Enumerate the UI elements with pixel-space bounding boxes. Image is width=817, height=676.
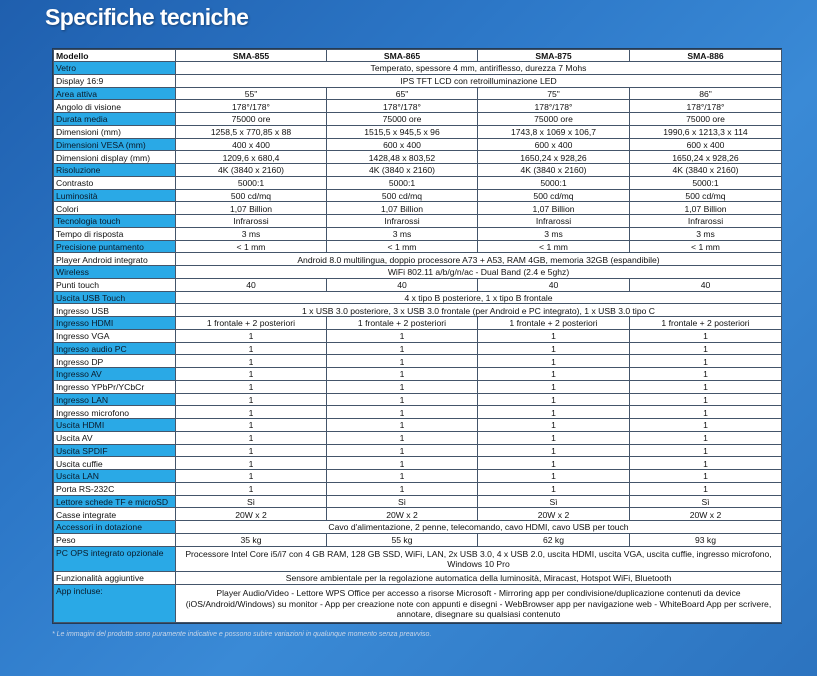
row-label: Ingresso YPbPr/YCbCr (54, 380, 176, 393)
table-row (54, 572, 782, 585)
row-value: 500 cd/mq (176, 189, 327, 202)
table-row (54, 342, 782, 355)
row-value: 1 (327, 482, 478, 495)
row-value: 4K (3840 x 2160) (327, 164, 478, 177)
table-row (54, 164, 782, 177)
row-label: Precisione puntamento (54, 240, 176, 253)
row-value: < 1 mm (630, 240, 782, 253)
row-value: 1 x USB 3.0 posteriore, 3 x USB 3.0 frontale (per Android e PC integrato), 1 x USB 3.0 tipo C (176, 304, 782, 317)
row-value: 1 (630, 368, 782, 381)
row-label: Luminosità (54, 189, 176, 202)
row-value: < 1 mm (327, 240, 478, 253)
row-value: 86" (630, 87, 782, 100)
row-value: 1209,6 x 680,4 (176, 151, 327, 164)
row-label: Dimensioni (mm) (54, 125, 176, 138)
row-value: 1 (176, 393, 327, 406)
row-label: Uscita cuffie (54, 457, 176, 470)
row-value: 1 (478, 355, 630, 368)
row-value: 1 (478, 419, 630, 432)
row-value: 1 (176, 380, 327, 393)
table-row (54, 431, 782, 444)
row-value: 400 x 400 (176, 138, 327, 151)
row-label: Risoluzione (54, 164, 176, 177)
row-value: 93 kg (630, 533, 782, 546)
row-label: Contrasto (54, 176, 176, 189)
row-label: Uscita HDMI (54, 419, 176, 432)
row-value: 4K (3840 x 2160) (176, 164, 327, 177)
row-label: Punti touch (54, 278, 176, 291)
row-value: 1 (327, 419, 478, 432)
row-value: 1,07 Billion (176, 202, 327, 215)
row-value: 1 (327, 342, 478, 355)
header-sma-855: SMA-855 (176, 50, 327, 62)
row-label: Colori (54, 202, 176, 215)
row-label: Peso (54, 533, 176, 546)
table-row (54, 240, 782, 253)
row-value: 55 kg (327, 533, 478, 546)
table-row (54, 74, 782, 87)
table-row (54, 125, 782, 138)
row-label: Uscita LAN (54, 470, 176, 483)
row-value: 1 (176, 419, 327, 432)
row-value: 4 x tipo B posteriore, 1 x tipo B frontale (176, 291, 782, 304)
row-label: App incluse: (54, 584, 176, 622)
row-value: 75000 ore (478, 113, 630, 126)
row-value: WiFi 802.11 a/b/g/n/ac - Dual Band (2.4 e 5ghz) (176, 266, 782, 279)
table-row (54, 444, 782, 457)
row-value: 178°/178° (630, 100, 782, 113)
row-value: 75000 ore (176, 113, 327, 126)
row-value: Sì (630, 495, 782, 508)
row-value: 1515,5 x 945,5 x 96 (327, 125, 478, 138)
row-value: 1 (478, 470, 630, 483)
row-label: Ingresso HDMI (54, 317, 176, 330)
row-value: 3 ms (327, 227, 478, 240)
row-value: 1 (176, 482, 327, 495)
row-value: 4K (3840 x 2160) (630, 164, 782, 177)
row-value: 178°/178° (327, 100, 478, 113)
row-value: 1 (630, 393, 782, 406)
row-value: 1990,6 x 1213,3 x 114 (630, 125, 782, 138)
row-value: 1 (176, 431, 327, 444)
row-value: 1 (176, 444, 327, 457)
table-row (54, 100, 782, 113)
row-value: 600 x 400 (478, 138, 630, 151)
table-row (54, 138, 782, 151)
row-value: 5000:1 (327, 176, 478, 189)
row-label: Ingresso microfono (54, 406, 176, 419)
table-row (54, 189, 782, 202)
row-value: 178°/178° (176, 100, 327, 113)
row-value: 1650,24 x 928,26 (478, 151, 630, 164)
row-value: 600 x 400 (327, 138, 478, 151)
table-row (54, 87, 782, 100)
footnote: * Le immagini del prodotto sono puramente indicative e possono subire variazioni in qualunque momento senza preavviso. (52, 631, 432, 638)
row-label: Ingresso AV (54, 368, 176, 381)
row-label: Player Android integrato (54, 253, 176, 266)
table-row (54, 380, 782, 393)
row-value: 500 cd/mq (327, 189, 478, 202)
row-label: Dimensioni VESA (mm) (54, 138, 176, 151)
table-row (54, 253, 782, 266)
row-label: Angolo di visione (54, 100, 176, 113)
row-value: 1 (478, 444, 630, 457)
row-label: Ingresso VGA (54, 329, 176, 342)
table-row (54, 317, 782, 330)
row-label: Tempo di risposta (54, 227, 176, 240)
table-row (54, 113, 782, 126)
row-value: 1 (176, 457, 327, 470)
row-value: 5000:1 (176, 176, 327, 189)
table-row (54, 393, 782, 406)
table-row (54, 533, 782, 546)
row-value: 1 (327, 470, 478, 483)
row-value: < 1 mm (478, 240, 630, 253)
table-row (54, 176, 782, 189)
row-value: 55" (176, 87, 327, 100)
row-value: 1,07 Billion (327, 202, 478, 215)
row-value: 1,07 Billion (630, 202, 782, 215)
row-value: 178°/178° (478, 100, 630, 113)
row-label: Durata media (54, 113, 176, 126)
row-value: Sì (176, 495, 327, 508)
row-value: Temperato, spessore 4 mm, antiriflesso, durezza 7 Mohs (176, 62, 782, 75)
row-value: 1 (630, 329, 782, 342)
row-value: 20W x 2 (630, 508, 782, 521)
row-value: 500 cd/mq (630, 189, 782, 202)
header-row (54, 50, 782, 62)
row-label: Uscita USB Touch (54, 291, 176, 304)
row-value: Sì (327, 495, 478, 508)
row-value: 1 (327, 431, 478, 444)
table-row (54, 278, 782, 291)
row-value: 1,07 Billion (478, 202, 630, 215)
table-row (54, 227, 782, 240)
row-value: 1 frontale + 2 posteriori (478, 317, 630, 330)
row-value: 1 (478, 457, 630, 470)
row-label: Accessori in dotazione (54, 521, 176, 534)
row-value: 40 (327, 278, 478, 291)
row-label: Uscita SPDIF (54, 444, 176, 457)
row-value: IPS TFT LCD con retroilluminazione LED (176, 74, 782, 87)
row-value: 65" (327, 87, 478, 100)
spec-table-panel (52, 48, 782, 624)
row-value: 40 (176, 278, 327, 291)
row-value: 1 (327, 355, 478, 368)
row-value: 1 (478, 431, 630, 444)
row-label: Ingresso LAN (54, 393, 176, 406)
row-label: Vetro (54, 62, 176, 75)
row-value: Infrarossi (630, 215, 782, 228)
row-value: 1 (478, 342, 630, 355)
row-value: 1 (327, 393, 478, 406)
row-value: 600 x 400 (630, 138, 782, 151)
row-label: Ingresso USB (54, 304, 176, 317)
row-label: Tecnologia touch (54, 215, 176, 228)
row-value: 1 (327, 406, 478, 419)
row-value: 1 (327, 368, 478, 381)
row-value: 1 (176, 470, 327, 483)
row-label: Porta RS-232C (54, 482, 176, 495)
row-value: 1 (478, 329, 630, 342)
spec-table (53, 49, 782, 623)
row-value: 1258,5 x 770,85 x 88 (176, 125, 327, 138)
row-value: 1 (478, 380, 630, 393)
table-row (54, 406, 782, 419)
row-value: 1650,24 x 928,26 (630, 151, 782, 164)
row-value: 1 (327, 457, 478, 470)
table-row (54, 202, 782, 215)
row-value: 75" (478, 87, 630, 100)
row-value: 1 (630, 457, 782, 470)
page-title: Specifiche tecniche (45, 4, 249, 30)
row-value: 1 (630, 419, 782, 432)
table-row (54, 521, 782, 534)
row-value: 1 (176, 355, 327, 368)
table-row (54, 62, 782, 75)
row-value: 35 kg (176, 533, 327, 546)
row-label: Dimensioni display (mm) (54, 151, 176, 164)
row-value: 500 cd/mq (478, 189, 630, 202)
row-label: Lettore schede TF e microSD (54, 495, 176, 508)
table-row (54, 457, 782, 470)
row-value: Processore Intel Core i5/i7 con 4 GB RAM, 128 GB SSD, WiFi, LAN, 2x USB 3.0, 4 x USB 2.0, uscita HDMI, uscita VGA, uscita cuffie, ingresso microfono, Windows 10 Pro (176, 546, 782, 572)
row-value: 1743,8 x 1069 x 106,7 (478, 125, 630, 138)
spec-table-body (54, 62, 782, 623)
row-value: 20W x 2 (327, 508, 478, 521)
row-value: 1 (630, 380, 782, 393)
row-value: 1 (630, 470, 782, 483)
table-row (54, 368, 782, 381)
table-row (54, 304, 782, 317)
table-row (54, 584, 782, 622)
row-label: Area attiva (54, 87, 176, 100)
row-value: Sensore ambientale per la regolazione automatica della luminosità, Miracast, Hotspot WiFi, Bluetooth (176, 572, 782, 585)
row-value: 40 (478, 278, 630, 291)
row-value: 1 (478, 406, 630, 419)
row-value: 1 (478, 393, 630, 406)
row-value: 1 (327, 329, 478, 342)
row-value: Player Audio/Video - Lettore WPS Office per accesso a risorse Microsoft - Mirroring app per condivisione/duplicazione contenuti da device (iOS/Android/Windows) su monitor - App per creazione note con appunti e disegni - WebBrowser app per navigazione web - WhiteBoard App per scrivere, annotare, disegnare su qualsiasi contenuto (176, 584, 782, 622)
table-row (54, 546, 782, 572)
row-label: PC OPS integrato opzionale (54, 546, 176, 572)
row-value: 1428,48 x 803,52 (327, 151, 478, 164)
row-value: 1 (630, 342, 782, 355)
row-value: 5000:1 (478, 176, 630, 189)
row-value: Infrarossi (478, 215, 630, 228)
table-row (54, 151, 782, 164)
row-value: 1 (176, 406, 327, 419)
row-value: 1 (327, 380, 478, 393)
row-value: Sì (478, 495, 630, 508)
row-value: Android 8.0 multilingua, doppio processore A73 + A53, RAM 4GB, memoria 32GB (espandibile) (176, 253, 782, 266)
row-value: 5000:1 (630, 176, 782, 189)
row-value: 1 frontale + 2 posteriori (327, 317, 478, 330)
header-sma-865: SMA-865 (327, 50, 478, 62)
row-value: 3 ms (630, 227, 782, 240)
table-row (54, 355, 782, 368)
row-label: Casse integrate (54, 508, 176, 521)
row-value: 1 (478, 482, 630, 495)
table-row (54, 419, 782, 432)
table-row (54, 215, 782, 228)
row-value: 1 (630, 431, 782, 444)
row-value: Infrarossi (176, 215, 327, 228)
row-value: 1 (630, 444, 782, 457)
row-label: Ingresso DP (54, 355, 176, 368)
row-value: 1 (176, 329, 327, 342)
table-row (54, 495, 782, 508)
row-value: Infrarossi (327, 215, 478, 228)
table-row (54, 470, 782, 483)
header-model: Modello (54, 50, 176, 62)
header-sma-886: SMA-886 (630, 50, 782, 62)
table-row (54, 266, 782, 279)
row-value: 3 ms (478, 227, 630, 240)
row-value: 1 frontale + 2 posteriori (176, 317, 327, 330)
row-value: 1 (630, 482, 782, 495)
row-value: 1 frontale + 2 posteriori (630, 317, 782, 330)
row-value: 40 (630, 278, 782, 291)
row-label: Funzionalità aggiuntive (54, 572, 176, 585)
row-label: Ingresso audio PC (54, 342, 176, 355)
row-label: Wireless (54, 266, 176, 279)
row-value: 20W x 2 (176, 508, 327, 521)
row-value: < 1 mm (176, 240, 327, 253)
row-value: 20W x 2 (478, 508, 630, 521)
row-value: 1 (630, 355, 782, 368)
row-value: 75000 ore (327, 113, 478, 126)
row-value: 1 (327, 444, 478, 457)
row-value: 1 (176, 342, 327, 355)
row-value: 1 (630, 406, 782, 419)
row-value: Cavo d'alimentazione, 2 penne, telecomando, cavo HDMI, cavo USB per touch (176, 521, 782, 534)
row-value: 1 (176, 368, 327, 381)
row-value: 62 kg (478, 533, 630, 546)
table-row (54, 291, 782, 304)
table-row (54, 482, 782, 495)
row-value: 3 ms (176, 227, 327, 240)
row-value: 75000 ore (630, 113, 782, 126)
row-value: 4K (3840 x 2160) (478, 164, 630, 177)
header-sma-875: SMA-875 (478, 50, 630, 62)
table-row (54, 508, 782, 521)
row-label: Display 16:9 (54, 74, 176, 87)
table-row (54, 329, 782, 342)
row-value: 1 (478, 368, 630, 381)
row-label: Uscita AV (54, 431, 176, 444)
